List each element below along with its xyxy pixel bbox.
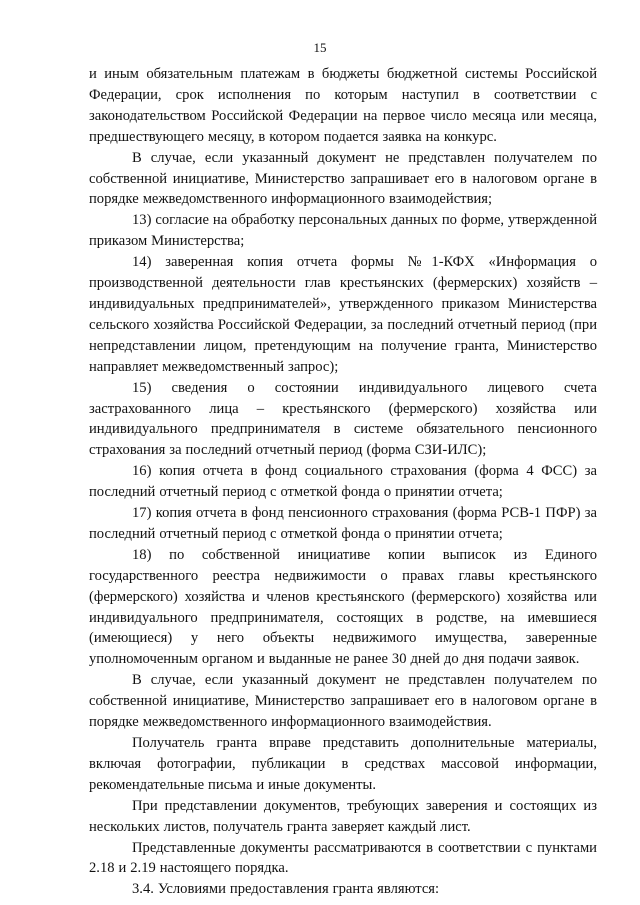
- document-body: [89, 64, 597, 900]
- paragraph-review: Представленные документы рассматриваются в соответствии с пунктами 2.18 и 2.19 настоящего порядка.: [89, 839, 597, 877]
- page-number: 15: [313, 40, 327, 55]
- paragraph-certification: При представлении документов, требующих заверения и состоящих из нескольких листов, получатель гранта заверяет каждый лист.: [89, 797, 597, 835]
- paragraph-section-3-4: 3.4. Условиями предоставления гранта являются:: [132, 881, 440, 898]
- paragraph-item-17: 17) копия отчета в фонд пенсионного страхования (форма РСВ-1 ПФР) за последний отчетный период с отметкой фонда о принятии отчета;: [89, 505, 597, 542]
- paragraph-item-15: 15) сведения о состоянии индивидуального лицевого счета застрахованного лица – крестьянского (фермерского) хозяйства или индивидуального предпринимателя в системе обязательного пенсионного страхования за последний отчетный период (форма СЗИ-ИЛС);: [89, 379, 597, 459]
- paragraph-item-13: 13) согласие на обработку персональных данных по форме, утвержденной приказом Министерства;: [89, 212, 597, 250]
- paragraph-continuation: и иным обязательным платежам в бюджеты бюджетной системы Российской Федерации, срок исполнения по которым наступил в соответствии с законодательством Российской Федерации на первое число месяца или месяца, предшествующего месяцу, в котором подается заявка на конкурс.: [89, 66, 597, 145]
- paragraph-item-14: 14) заверенная копия отчета формы №1-КФХ «Информация о производственной деятельности глав крестьянских (фермерских) хозяйств – индивидуальных предпринимателей», утвержденного приказом Министерства сельского хозяйства Российской Федерации, за последний отчетный период (при непредставлении лицом, претендующим на получение гранта, Министерство направляет межведомственный запрос);: [89, 254, 597, 375]
- paragraph-tax-note-2: В случае, если указанный документ не представлен получателем по собственной инициативе, Министерство запрашивает его в налоговом органе в порядке межведомственного информационного взаимодействия.: [89, 672, 597, 731]
- paragraph-item-18: 18) по собственной инициативе копии выписок из Единого государственного реестра недвижимости о правах главы крестьянского (фермерского) хозяйства и членов крестьянского (фермерского) хозяйства или индивидуального предпринимателя, состоящих в родстве, на имевшиеся (имеющиеся) у него объекты недвижимого имущества, заверенные уполномоченным органом и выданные не ранее 30 дней до дня подачи заявок.: [89, 546, 597, 668]
- paragraph-tax-note: В случае, если указанный документ не представлен получателем по собственной инициативе, Министерство запрашивает его в налоговом органе в порядке межведомственного информационного взаимодействия;: [89, 149, 597, 208]
- paragraph-additional-materials: Получатель гранта вправе представить дополнительные материалы, включая фотографии, публикации в средствах массовой информации, рекомендательные письма и иные документы.: [89, 735, 597, 793]
- paragraph-item-16: 16) копия отчета в фонд социального страхования (форма 4 ФСС) за последний отчетный период с отметкой фонда о принятии отчета;: [89, 463, 597, 501]
